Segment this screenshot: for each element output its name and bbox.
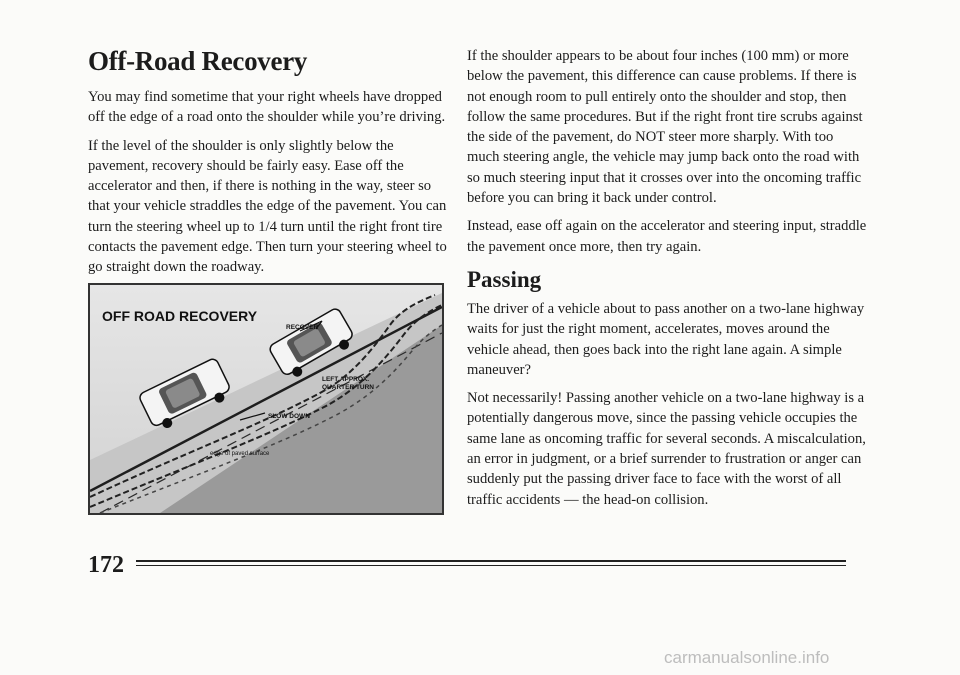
- off-road-recovery-illustration: [88, 283, 444, 515]
- watermark: carmanualsonline.info: [664, 648, 830, 667]
- page-number: 172: [88, 552, 124, 578]
- illustration-svg: [90, 285, 442, 513]
- label-edge: edge of paved surface: [210, 451, 270, 457]
- footer-double-rule: [136, 560, 846, 568]
- paragraph: Not necessarily! Passing another vehicle on a two-lane highway is a potentially dangerous move, since the passing vehicle occupies the same lane as oncoming traffic for several seconds. A miscalculation, an error in judgment, or a brief surrender to frustration or anger can suddenly put the passing driver face to face with the worst of all traffic accidents — the head-on collision.: [467, 390, 866, 508]
- figure-title: OFF ROAD RECOVERY: [102, 308, 258, 324]
- left-column: [88, 46, 453, 286]
- paragraph: Instead, ease off again on the accelerator and steering input, straddle the pavement once more, then try again.: [467, 218, 867, 255]
- right-column: [467, 46, 867, 518]
- section-title-passing: Passing: [467, 266, 542, 292]
- section-title-off-road-recovery: Off-Road Recovery: [88, 46, 308, 76]
- label-slow-down: SLOW DOWN: [268, 413, 310, 420]
- label-left-turn-1: LEFT APPROX.: [322, 376, 370, 383]
- paragraph: If the shoulder appears to be about four inches (100 mm) or more below the pavement, this difference can cause problems. If there is not enough room to pull entirely onto the shoulder and stop, then follow the same procedures. But if the right front tire scrubs against the side of the pavement, do NOT steer more sharply. With too much steering angle, the vehicle may jump back onto the road with so much steering input that it crosses over into the oncoming traffic before you can bring it back under control.: [467, 48, 863, 207]
- label-left-turn-2: QUARTER TURN: [322, 384, 374, 391]
- paragraph: The driver of a vehicle about to pass another on a two-lane highway waits for just the right moment, accelerates, moves around the vehicle ahead, then goes back into the right lane again. A simple maneuver?: [467, 300, 865, 378]
- paragraph: You may find sometime that your right wheels have dropped off the edge of a road onto the shoulder while you’re driving.: [88, 89, 446, 126]
- label-recover: RECOVER: [286, 324, 319, 331]
- paragraph: If the level of the shoulder is only slightly below the pavement, recovery should be fairly easy. Ease off the accelerator and then, if there is nothing in the way, steer so that your vehicle straddles the edge of the pavement. You can turn the steering wheel up to 1/4 turn until the right front tire contacts the pavement edge. Then turn your steering wheel to go straight down the roadway.: [88, 137, 447, 276]
